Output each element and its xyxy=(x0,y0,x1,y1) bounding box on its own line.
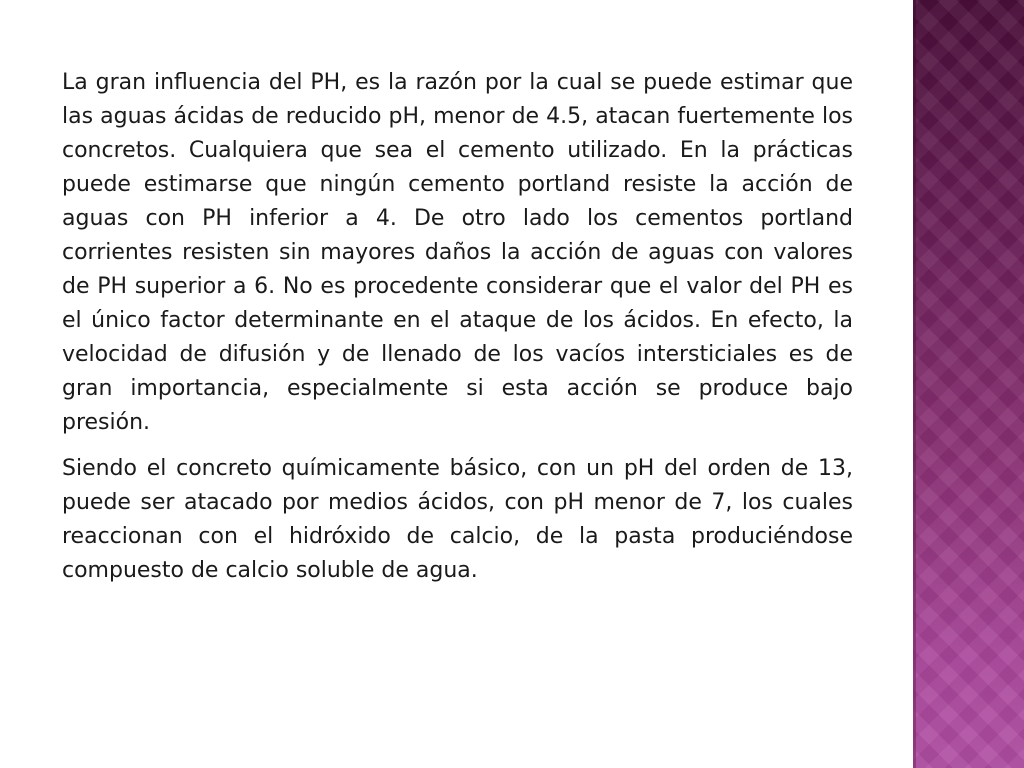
paragraph-basic-concrete: Siendo el concreto químicamente básico, con un pH del orden de 13, puede ser atacado por medios ácidos, con pH menor de 7, los cuales reaccionan con el hidróxido de calcio, de la pasta produciéndose compuesto de calcio soluble de agua. xyxy=(62,456,853,583)
side-band-edge xyxy=(913,0,916,768)
decorative-side-band xyxy=(913,0,1024,768)
paragraph-ph-influence: La gran influencia del PH, es la razón por la cual se puede estimar que las aguas ácidas de reducido pH, menor de 4.5, atacan fuertemente los concretos. Cualquiera que sea el cemento utilizado. En la prácticas puede estimarse que ningún cemento portland resiste la acción de aguas con PH inferior a 4. De otro lado los cementos portland corrientes resisten sin mayores daños la acción de aguas con valores de PH superior a 6. No es procedente considerar que el valor del PH es el único factor determinante en el ataque de los ácidos. En efecto, la velocidad de difusión y de llenado de los vacíos intersticiales es de gran importancia, especialmente si esta acción se produce bajo presión. xyxy=(62,70,853,435)
slide-body xyxy=(62,66,853,600)
